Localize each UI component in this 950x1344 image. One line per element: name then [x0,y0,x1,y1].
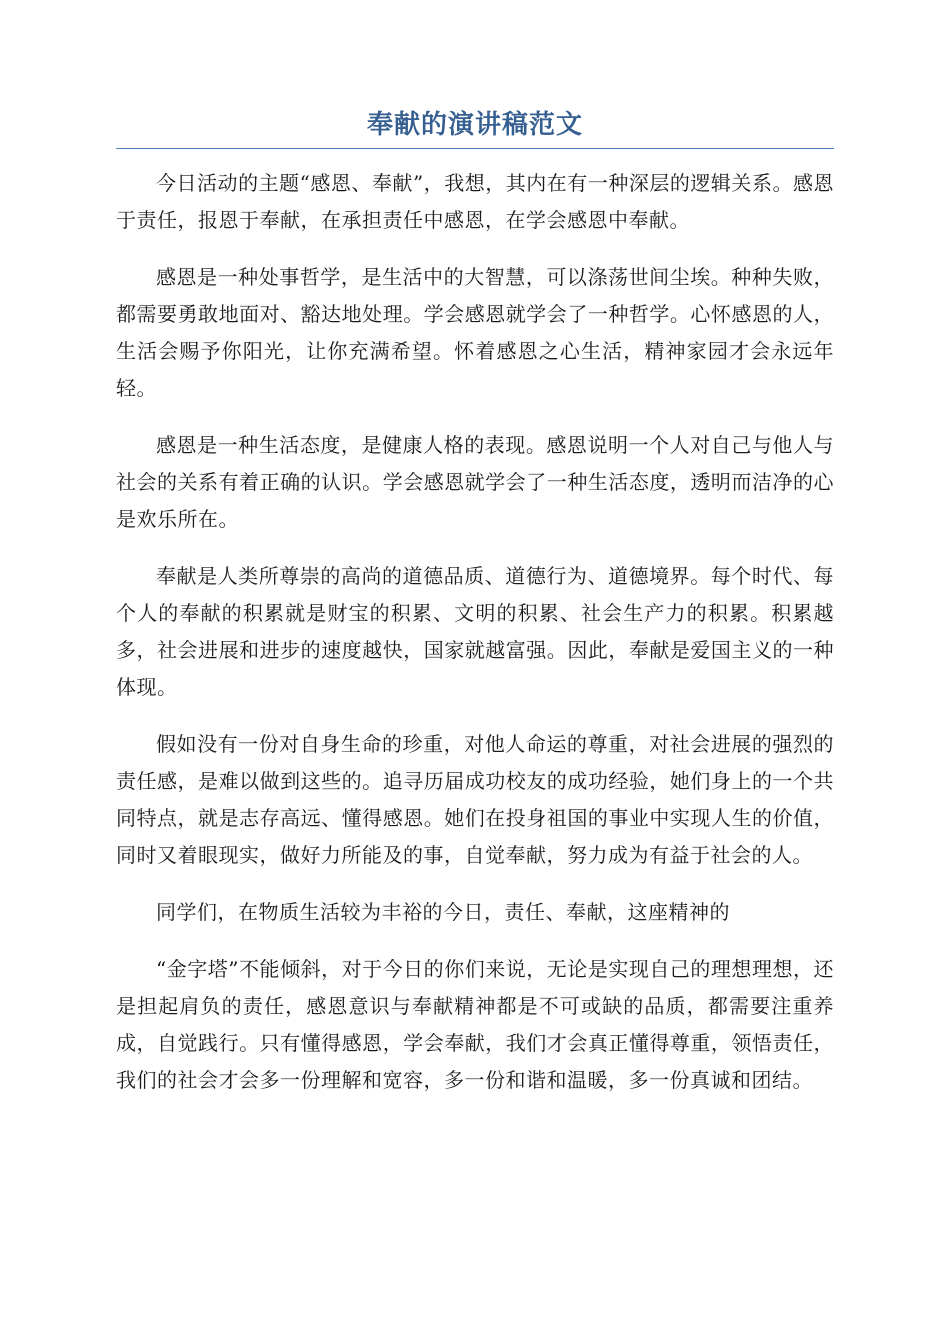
document-title: 奉献的演讲稿范文 [366,110,583,140]
paragraph-6: 同学们，在物质生活较为丰裕的今日，责任、奉献，这座精神的 [156,900,730,924]
paragraph-5: 假如没有一份对自身生命的珍重，对他人命运的尊重，对社会进展的强烈的责任感，是难以做到这些的。追寻历届成功校友的成功经验，她们身上的一个共同特点，就是志存高远、懂得感恩。她们在投身祖国的事业中实现人生的价值，同时又着眼现实，做好力所能及的事，自觉奉献，努力成为有益于社会的人。 [116,732,834,867]
document-page [116,108,834,1119]
paragraph-3: 感恩是一种生活态度，是健康人格的表现。感恩说明一个人对自己与他人与社会的关系有着正确的认识。学会感恩就学会了一种生活态度，透明而洁净的心是欢乐所在。 [116,433,834,531]
paragraph-2: 感恩是一种处事哲学，是生活中的大智慧，可以涤荡世间尘埃。种种失败，都需要勇敢地面对、豁达地处理。学会感恩就学会了一种哲学。心怀感恩的人，生活会赐予你阳光，让你充满希望。怀着感恩之心生活，精神家园才会永远年轻。 [116,265,834,400]
paragraph-4: 奉献是人类所尊崇的高尚的道德品质、道德行为、道德境界。每个时代、每个人的奉献的积累就是财宝的积累、文明的积累、社会生产力的积累。积累越多，社会进展和进步的速度越快，国家就越富强。因此，奉献是爱国主义的一种体现。 [116,564,834,699]
paragraph-7: “金字塔”不能倾斜，对于今日的你们来说，无论是实现自己的理想理想，还是担起肩负的责任，感恩意识与奉献精神都是不可或缺的品质，都需要注重养成，自觉践行。只有懂得感恩，学会奉献，我们才会真正懂得尊重，领悟责任，我们的社会才会多一份理解和宽容，多一份和谐和温暖，多一份真诚和团结。 [116,957,834,1092]
title-underline [116,148,834,149]
paragraph-1: 今日活动的主题“感恩、奉献”，我想，其内在有一种深层的逻辑关系。感恩于责任，报恩于奉献，在承担责任中感恩，在学会感恩中奉献。 [116,171,834,232]
